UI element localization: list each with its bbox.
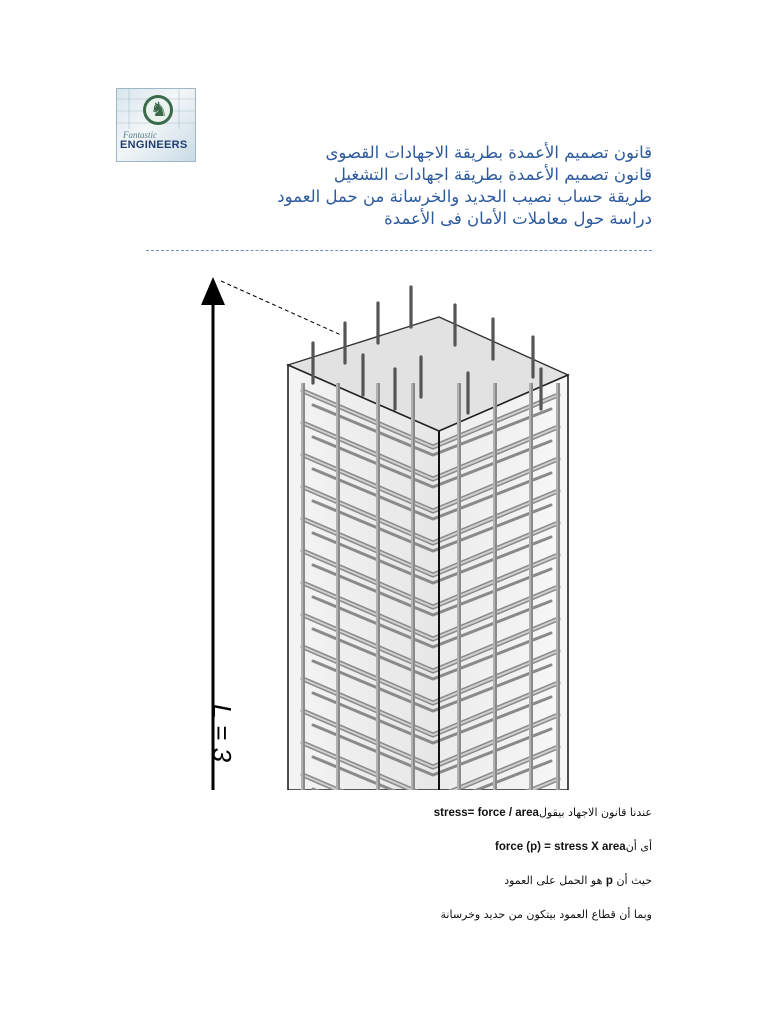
vertical-bar [302, 383, 303, 790]
body-line-2 [400, 839, 652, 855]
vertical-bar [412, 383, 413, 790]
title-line-1: قانون تصميم الأعمدة بطريقة الاجهادات القصوى [325, 143, 652, 162]
rebar-column-drawing [163, 273, 651, 790]
vertical-bar [494, 383, 495, 790]
document-title-block [132, 142, 652, 230]
title-line-4: دراسة حول معاملات الأمان فى الأعمدة [384, 209, 652, 228]
body-line-2-text: أى أن [625, 840, 652, 853]
body-line-3-after: هو الحمل على العمود [504, 874, 603, 887]
body-line-3-before: حيث أن [616, 874, 652, 887]
body-line-4: وبما أن قطاع العمود بيتكون من حديد وخرسانة [440, 908, 652, 921]
vertical-bar [377, 383, 378, 790]
load-variable: p [605, 875, 613, 887]
force-formula: force (p) = stress X area [494, 841, 626, 853]
body-line-3 [400, 873, 652, 889]
engineer-emblem-icon [143, 95, 173, 125]
body-line-1 [400, 805, 652, 821]
dimension-label: L = 3 [207, 703, 237, 763]
dimension-leader-line [221, 281, 341, 335]
body-text-block [400, 805, 652, 941]
logo-text-large: ENGINEERS [120, 139, 188, 151]
title-line-2: قانون تصميم الأعمدة بطريقة اجهادات التشغيل [333, 165, 652, 184]
stress-formula: stress= force / area [433, 807, 539, 819]
vertical-bar [530, 383, 531, 790]
column-reinforcement-figure [163, 273, 651, 790]
logo-text-small: Fantastic [123, 130, 157, 140]
vertical-bar [458, 383, 459, 790]
dashed-separator [146, 250, 652, 251]
body-line-1-text: عندنا قانون الاجهاد بيقول [538, 806, 652, 819]
vertical-bar [337, 383, 338, 790]
title-line-3: طريقة حساب نصيب الحديد والخرسانة من حمل العمود [277, 187, 652, 206]
vertical-bar [557, 383, 558, 790]
